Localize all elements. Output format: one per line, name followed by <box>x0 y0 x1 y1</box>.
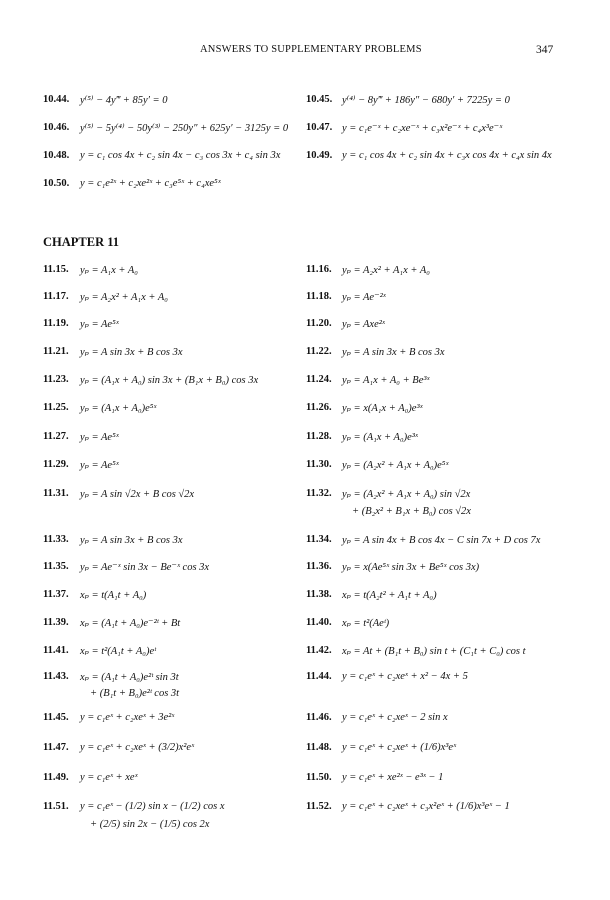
answer-equation: yₚ = Ae⁻²ˣ <box>342 292 386 303</box>
answer-number: 10.50. <box>43 178 70 189</box>
answer-number: 11.38. <box>306 589 332 600</box>
answer-number: 11.43. <box>43 671 69 682</box>
answer-number: 10.47. <box>306 122 333 133</box>
answer-row <box>0 742 610 756</box>
answer-number: 11.23. <box>43 374 69 385</box>
answer-row <box>0 122 610 136</box>
answer-number: 11.37. <box>43 589 69 600</box>
answer-equation: yₚ = x(A₁x + A₀)e³ˣ <box>342 403 423 414</box>
answer-equation: yₚ = Ae⁵ˣ <box>80 319 119 330</box>
answer-row <box>0 291 610 305</box>
answer-equation: yₚ = (A₂x² + A₁x + A₀) sin √2x <box>342 489 471 500</box>
answer-equation: yₚ = Axe²ˣ <box>342 319 385 330</box>
answer-equation: yₚ = (A₁x + A₀) sin 3x + (B₁x + B₀) cos 3x <box>80 375 259 386</box>
answer-equation: yₚ = Ae⁵ˣ <box>80 460 119 471</box>
answer-row <box>0 431 610 445</box>
answer-number: 11.30. <box>306 459 332 470</box>
answer-equation: xₚ = t²(Aeᵗ) <box>342 618 390 629</box>
answer-equation: xₚ = t²(A₁t + A₀)eᵗ <box>80 646 156 657</box>
page-number: 347 <box>536 44 554 56</box>
answer-number: 11.17. <box>43 291 69 302</box>
answer-number: 10.46. <box>43 122 70 133</box>
answer-number: 11.35. <box>43 561 69 572</box>
answer-number: 10.49. <box>306 150 333 161</box>
answer-number: 11.28. <box>306 431 332 442</box>
answer-number: 11.46. <box>306 712 332 723</box>
answer-equation: y = c₁eˣ + c₂xeˣ + (3/2)x²eˣ <box>80 742 195 753</box>
answer-equation: y = c₁eˣ − (1/2) sin x − (1/2) cos x <box>80 801 225 812</box>
answer-number: 11.42. <box>306 645 332 656</box>
answer-row <box>0 459 610 473</box>
answer-number: 11.50. <box>306 772 332 783</box>
answer-equation: yₚ = Ae⁻ˣ sin 3x − Be⁻ˣ cos 3x <box>80 562 210 573</box>
answer-number: 11.21. <box>43 346 69 357</box>
answer-number: 11.51. <box>43 801 69 812</box>
answer-number: 11.15. <box>43 264 69 275</box>
answer-equation: yₚ = A sin √2x + B cos √2x <box>80 489 195 500</box>
answer-row <box>0 819 610 833</box>
answer-row <box>0 801 610 815</box>
answer-number: 10.45. <box>306 94 333 105</box>
answer-equation: y = c₁eˣ + c₂xeˣ + x² − 4x + 5 <box>342 671 468 682</box>
answer-equation: yₚ = A₁x + A₀ + Be³ˣ <box>342 375 430 386</box>
chapter-heading: CHAPTER 11 <box>43 235 120 249</box>
answer-equation: yₚ = x(Ae⁵ˣ sin 3x + Be⁵ˣ cos 3x) <box>342 562 480 573</box>
answer-row <box>0 645 610 659</box>
answer-number: 11.39. <box>43 617 69 628</box>
answer-equation: y = c₁eˣ + c₂xeˣ + 3e²ˣ <box>80 712 175 723</box>
answer-equation: + (2/5) sin 2x − (1/5) cos 2x <box>90 819 210 830</box>
answer-number: 11.19. <box>43 318 69 329</box>
answer-equation: yₚ = A₂x² + A₁x + A₀ <box>80 292 168 303</box>
answer-number: 11.40. <box>306 617 332 628</box>
answer-row <box>0 150 610 164</box>
answer-equation: y = c₁eˣ + xe²ˣ − e³ˣ − 1 <box>342 772 444 783</box>
answer-equation: yₚ = A sin 4x + B cos 4x − C sin 7x + D cos 7x <box>342 535 541 546</box>
answer-equation: y = c₁eˣ + xeˣ <box>80 772 138 783</box>
answer-equation: y⁽⁵⁾ − 5y⁽⁴⁾ − 50y⁽³⁾ − 250y″ + 625y′ − 3125y = 0 <box>80 123 289 134</box>
answer-equation: xₚ = At + (B₁t + B₀) sin t + (C₁t + C₀) cos t <box>342 646 526 657</box>
answer-number: 11.34. <box>306 534 332 545</box>
answer-number: 11.31. <box>43 488 69 499</box>
answer-equation: xₚ = (A₁t + A₀)e²ᵗ sin 3t <box>80 672 179 683</box>
answer-equation: xₚ = (A₁t + A₀)e⁻²ᵗ + Bt <box>80 618 181 629</box>
answer-number: 11.16. <box>306 264 332 275</box>
answer-number: 11.29. <box>43 459 69 470</box>
answer-row <box>0 402 610 416</box>
answer-row <box>0 374 610 388</box>
answer-number: 11.24. <box>306 374 332 385</box>
answer-equation: yₚ = (A₁x + A₀)e⁵ˣ <box>80 403 157 414</box>
answer-row <box>0 264 610 278</box>
answer-equation: + (B₂x² + B₁x + B₀) cos √2x <box>352 506 471 517</box>
answer-equation: y = c₁e⁻ˣ + c₂xe⁻ˣ + c₃x²e⁻ˣ + c₄x³e⁻ˣ <box>342 123 503 134</box>
answer-number: 11.47. <box>43 742 69 753</box>
answer-equation: yₚ = A sin 3x + B cos 3x <box>80 535 183 546</box>
answer-equation: yₚ = A sin 3x + B cos 3x <box>342 347 445 358</box>
answer-number: 10.44. <box>43 94 70 105</box>
answer-equation: + (B₁t + B₀)e²ᵗ cos 3t <box>90 688 180 699</box>
answer-number: 11.32. <box>306 488 332 499</box>
answer-number: 11.25. <box>43 402 69 413</box>
answer-row <box>0 346 610 360</box>
answer-equation: y = c₁ cos 4x + c₂ sin 4x − c₃ cos 3x + c₄ sin 3x <box>80 150 281 161</box>
answer-row <box>0 772 610 786</box>
answer-equation: y = c₁ cos 4x + c₂ sin 4x + c₃x cos 4x + c₄x sin 4x <box>342 150 552 161</box>
answer-row <box>0 671 610 685</box>
answer-row <box>0 178 610 192</box>
answer-equation: xₚ = t(A₂t² + A₁t + A₀) <box>342 590 437 601</box>
page-header <box>0 44 610 60</box>
answer-number: 10.48. <box>43 150 70 161</box>
answer-number: 11.26. <box>306 402 332 413</box>
answer-equation: yₚ = A₂x² + A₁x + A₀ <box>342 265 430 276</box>
running-head: ANSWERS TO SUPPLEMENTARY PROBLEMS <box>200 44 422 55</box>
answer-number: 11.27. <box>43 431 69 442</box>
answer-equation: yₚ = A sin 3x + B cos 3x <box>80 347 183 358</box>
answer-number: 11.45. <box>43 712 69 723</box>
answer-row <box>0 712 610 726</box>
answer-row <box>0 561 610 575</box>
answer-equation: y = c₁eˣ + c₂xeˣ − 2 sin x <box>342 712 448 723</box>
answer-equation: yₚ = A₁x + A₀ <box>80 265 138 276</box>
answer-number: 11.48. <box>306 742 332 753</box>
answer-row <box>0 506 610 520</box>
answer-equation: y = c₁e²ˣ + c₂xe²ˣ + c₃e⁵ˣ + c₄xe⁵ˣ <box>80 178 221 189</box>
answer-row <box>0 617 610 631</box>
answer-number: 11.52. <box>306 801 332 812</box>
answer-number: 11.18. <box>306 291 332 302</box>
answer-equation: xₚ = t(A₁t + A₀) <box>80 590 147 601</box>
answer-row <box>0 94 610 108</box>
answer-number: 11.33. <box>43 534 69 545</box>
answer-row <box>0 589 610 603</box>
answer-equation: y = c₁eˣ + c₂xeˣ + (1/6)x³eˣ <box>342 742 457 753</box>
answer-number: 11.49. <box>43 772 69 783</box>
answer-number: 11.41. <box>43 645 69 656</box>
answer-number: 11.44. <box>306 671 332 682</box>
answer-equation: yₚ = (A₁x + A₀)e³ˣ <box>342 432 418 443</box>
answer-equation: y = c₁eˣ + c₂xeˣ + c₃x²eˣ + (1/6)x³eˣ − 1 <box>342 801 510 812</box>
answer-equation: y⁽⁵⁾ − 4y‴ + 85y′ = 0 <box>80 95 168 106</box>
answer-equation: y⁽⁴⁾ − 8y‴ + 186y″ − 680y′ + 7225y = 0 <box>342 95 510 106</box>
answer-row <box>0 318 610 332</box>
answer-number: 11.36. <box>306 561 332 572</box>
answer-number: 11.22. <box>306 346 332 357</box>
answer-number: 11.20. <box>306 318 332 329</box>
answer-row <box>0 688 610 702</box>
answer-row <box>0 488 610 502</box>
answer-row <box>0 534 610 548</box>
answer-equation: yₚ = Ae⁵ˣ <box>80 432 119 443</box>
answer-equation: yₚ = (A₂x² + A₁x + A₀)e⁵ˣ <box>342 460 449 471</box>
